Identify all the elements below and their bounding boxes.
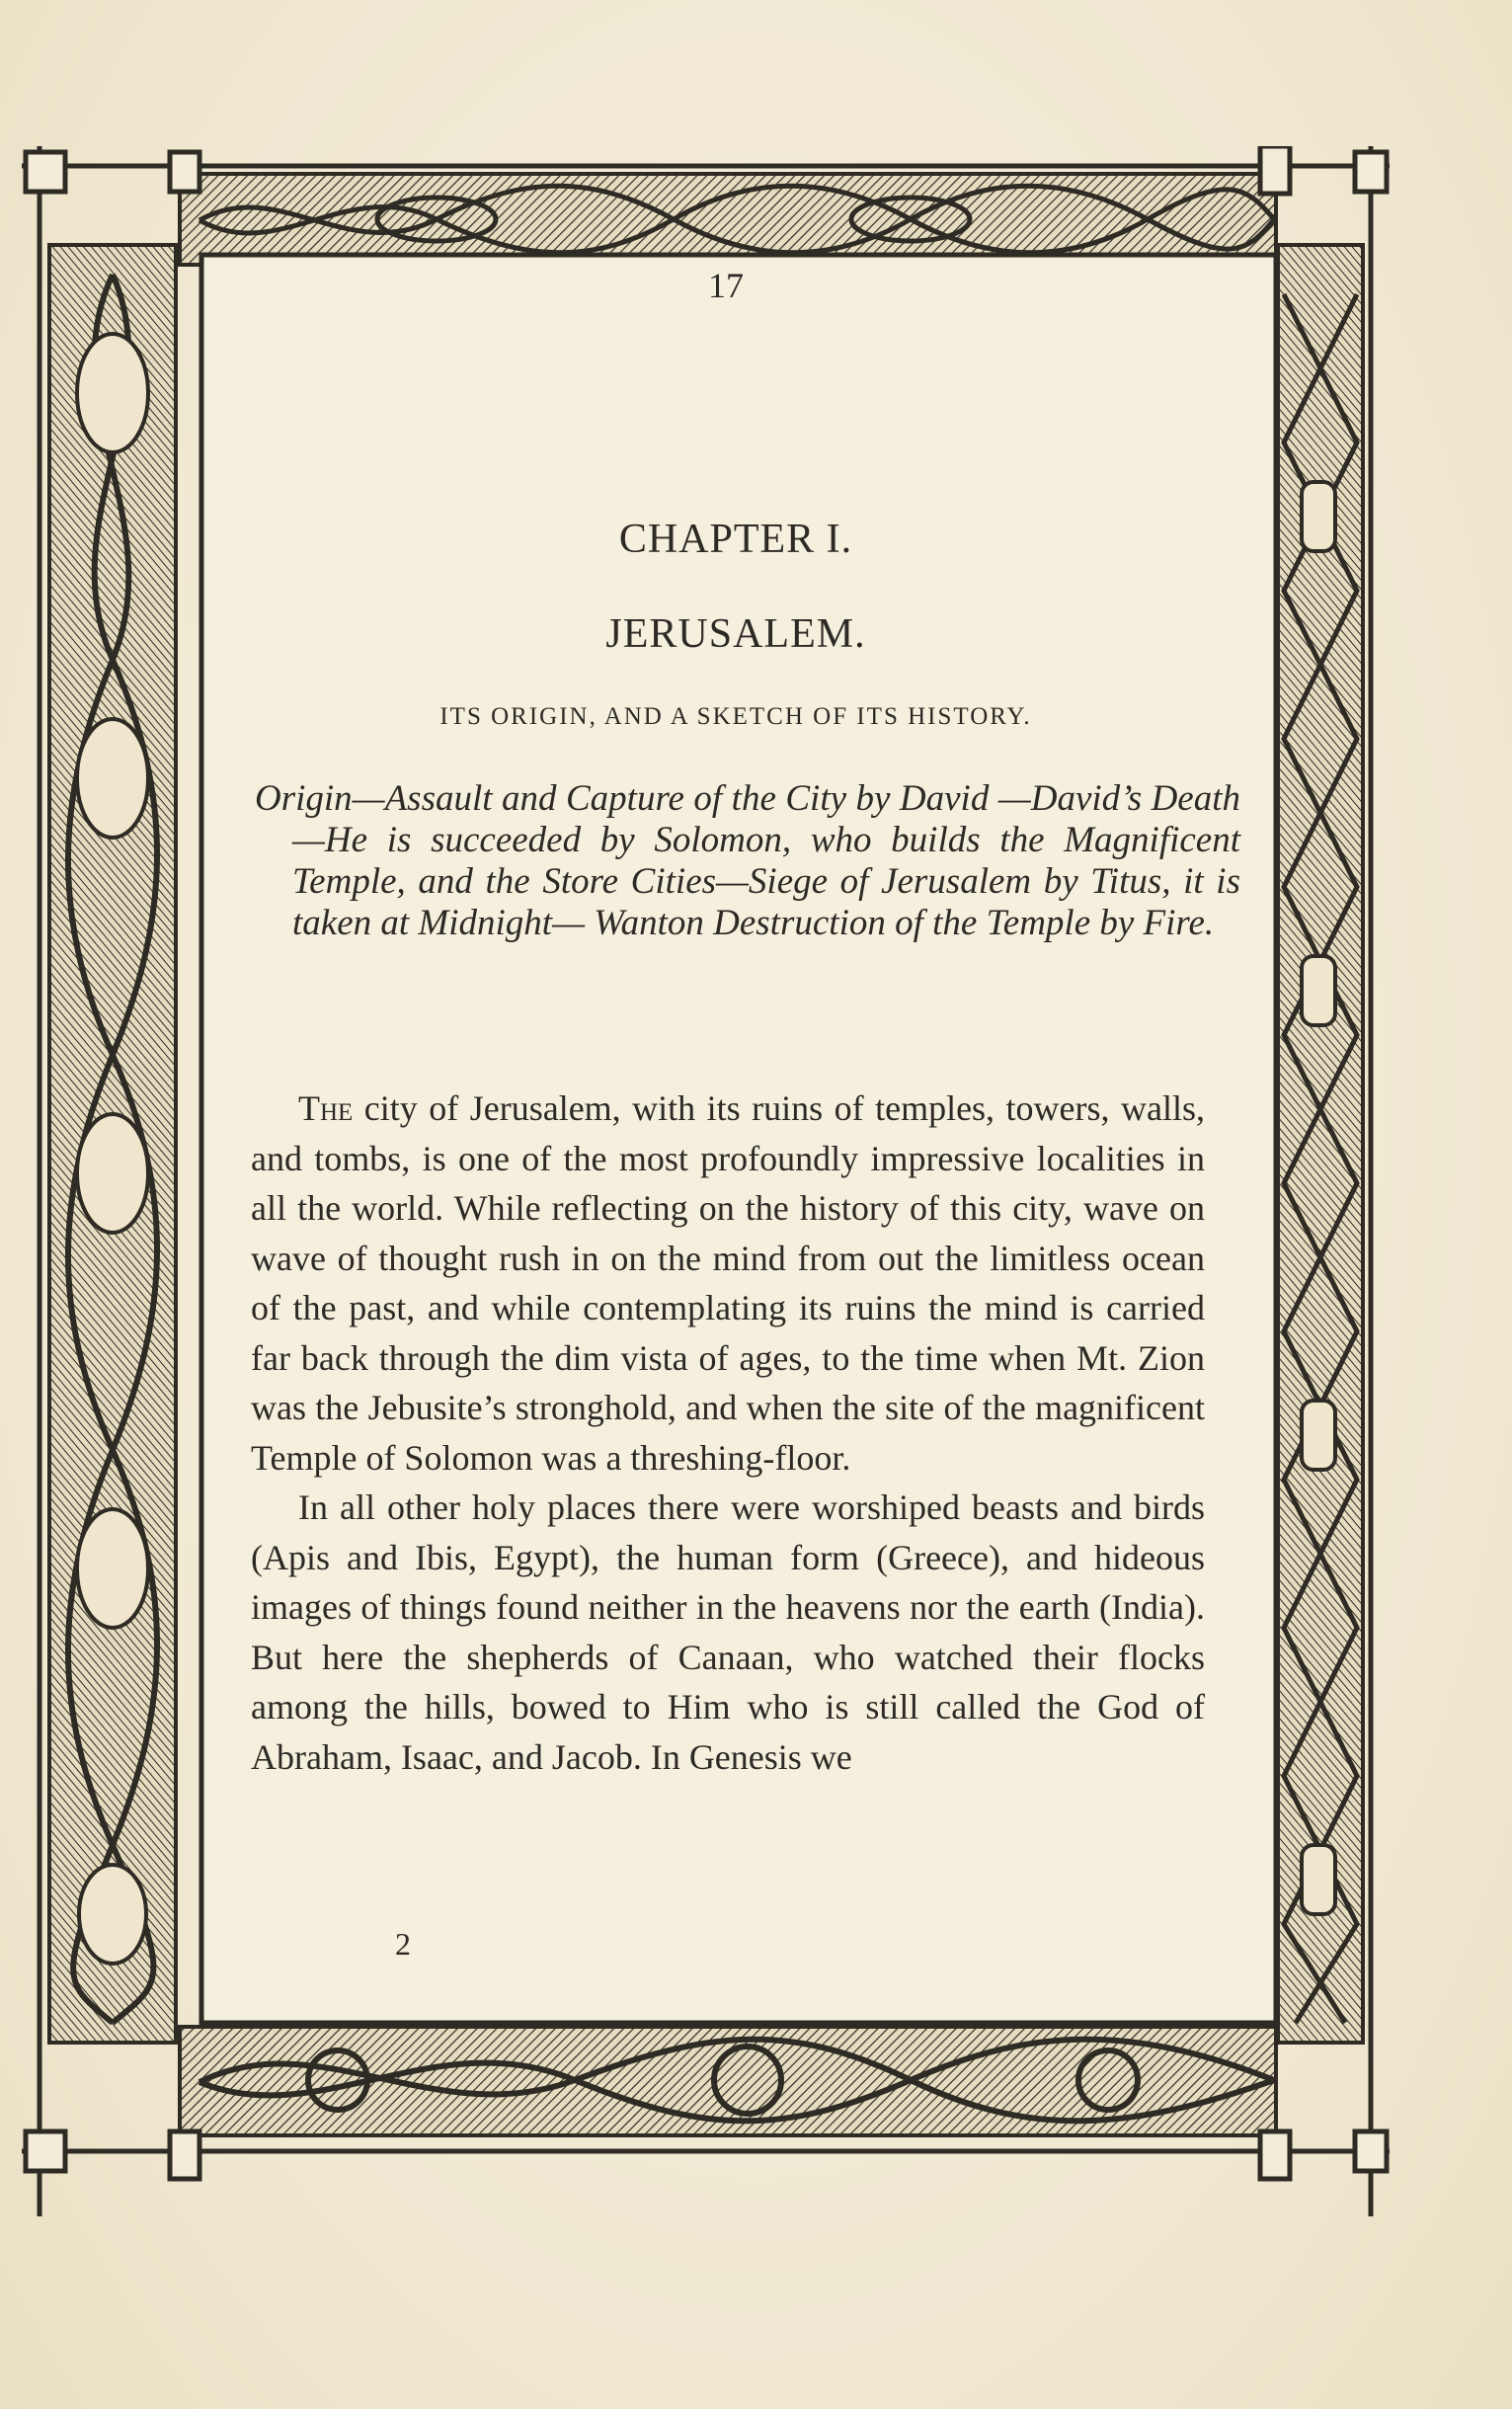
- chapter-heading: CHAPTER I.: [618, 517, 853, 562]
- paragraph-lead: The: [298, 1088, 354, 1128]
- signature-mark: 2: [395, 1926, 411, 1962]
- body-text: [251, 1084, 1205, 1782]
- chapter-title: JERUSALEM.: [605, 611, 866, 657]
- chapter-synopsis: Origin—Assault and Capture of the City by David —David’s Death—He is succeeded by Solomon, who builds the Magnificent Temple, and the Store Cities—Siege of Jerusalem by Titus, it is taken at Midnight— Wanton Destruction of the Temple by Fire.: [255, 778, 1240, 943]
- chapter-subtitle: ITS ORIGIN, AND A SKETCH OF ITS HISTORY.: [439, 703, 1032, 730]
- paragraph: In all other holy places there were worshiped beasts and birds (Apis and Ibis, Egypt), the human form (Greece), and hideous images of things found neither in the heavens nor the earth (India). But here the shepherds of Canaan, who watched their flocks among the hills, bowed to Him who is still called the God of Abraham, Isaac, and Jacob. In Genesis we: [251, 1487, 1205, 1777]
- page-number: 17: [708, 266, 744, 305]
- paragraph: [251, 1084, 1205, 1483]
- paragraph-text: city of Jerusalem, with its ruins of temples, towers, walls, and tombs, is one of the most profoundly impressive localities in all the world. While reflecting on the history of this city, wave on wave of thought rush in on the mind from out the limitless ocean of the past, and while contemplating its ruins the mind is carried far back through the dim vista of ages, to the time when Mt. Zion was the Jebusite’s stronghold, and when the site of the magnificent Temple of Solomon was a threshing-floor.: [251, 1088, 1205, 1478]
